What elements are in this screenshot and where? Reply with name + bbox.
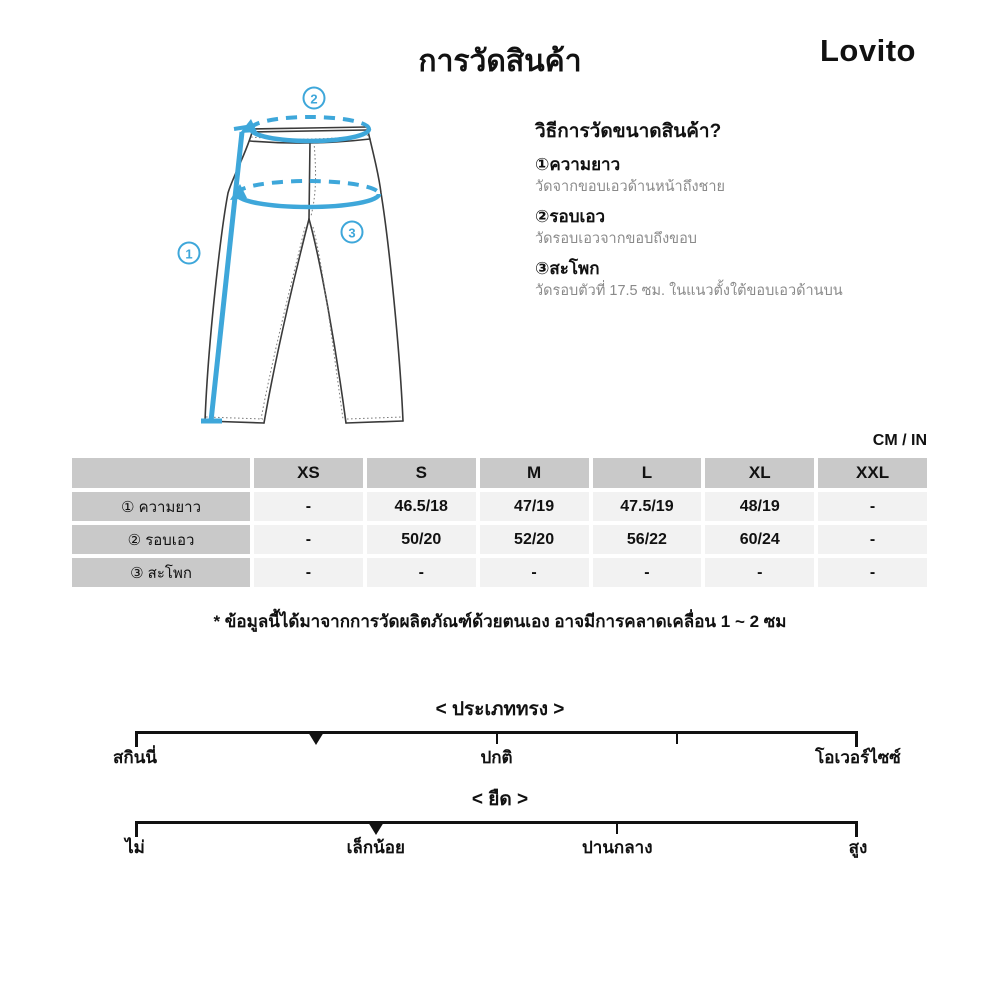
scale-label-slight: เล็กน้อย [346,838,405,857]
scale-label-medium: ปานกลาง [581,838,653,857]
how-to-measure-section [535,120,965,300]
page-title: การวัดสินค้า [418,45,582,78]
table-cell: - [593,558,702,587]
size-table-header-xxl: XXL [818,458,927,488]
measure-item-title: ②รอบเอว [535,207,606,226]
hip-measure-ellipse [230,181,379,207]
pants-outline-icon [205,127,403,423]
fit-type-scale [0,694,1000,767]
scale-label-none: ไม่ [125,838,145,857]
measure-item-waist [535,205,965,248]
scale-tick [616,821,618,834]
table-cell: - [254,492,363,521]
table-cell: 47/19 [480,492,589,521]
table-cell: 60/24 [705,525,814,554]
size-table-header-xl: XL [705,458,814,488]
size-table-header-xs: XS [254,458,363,488]
pants-measurement-diagram [160,80,500,440]
fit-type-scale-labels [113,744,901,768]
table-row-label: ② รอบเอว [72,525,250,554]
length-measure-line [201,126,253,421]
measure-item-hip [535,257,965,300]
stretch-scale-track [135,821,858,824]
measure-item-description: วัดรอบตัวที่ 17.5 ซม. ในแนวตั้งใต้ขอบเอวด้านบน [535,283,843,299]
annotation-circle-3 [342,222,363,243]
stretch-scale-title: < ยืด > [471,789,529,810]
measure-item-description: วัดรอบเอวจากขอบถึงขอบ [535,231,697,247]
table-cell: 48/19 [705,492,814,521]
scale-label-skinny: สกินนี่ [113,748,157,767]
annotation-number-1: 1 [185,246,193,262]
annotation-number-3: 3 [348,225,356,241]
annotation-circle-2 [304,88,325,109]
measure-item-title: ③สะโพก [535,259,600,278]
table-cell: - [254,525,363,554]
table-cell: - [480,558,589,587]
fit-type-scale-title: < ประเภททรง > [435,699,565,720]
table-cell: - [818,492,927,521]
fit-type-scale-track [135,731,858,734]
table-cell: - [254,558,363,587]
scale-tick [676,731,678,744]
table-cell: - [818,558,927,587]
annotation-number-2: 2 [310,91,318,107]
table-cell: 50/20 [367,525,476,554]
table-cell: 52/20 [480,525,589,554]
size-table-header-m: M [480,458,589,488]
brand-logo: Lovito [820,33,916,68]
stretch-scale-labels [125,834,868,858]
measure-item-description: วัดจากขอบเอวด้านหน้าถึงชาย [535,179,726,195]
size-table-header-s: S [367,458,476,488]
size-table-header-blank [72,458,250,488]
table-row-label: ③ สะโพก [72,558,250,587]
units-label: CM / IN [872,432,927,449]
scale-tick [496,731,498,744]
size-table-header-l: L [593,458,702,488]
scale-label-oversize: โอเวอร์ไซซ์ [815,748,901,767]
table-cell: 46.5/18 [367,492,476,521]
measure-item-title: ①ความยาว [535,155,621,174]
scale-label-high: สูง [848,838,868,857]
size-table [72,458,927,587]
how-to-measure-heading: วิธีการวัดขนาดสินค้า? [535,121,722,142]
table-cell: - [818,525,927,554]
table-cell: 56/22 [593,525,702,554]
stretch-scale [0,784,1000,857]
table-row-label: ① ความยาว [72,492,250,521]
table-cell: - [367,558,476,587]
table-cell: - [705,558,814,587]
measurement-disclaimer-note: * ข้อมูลนี้ได้มาจากการวัดผลิตภัณฑ์ด้วยตนเอง อาจมีการคลาดเคลื่อน 1 ~ 2 ซม [213,612,787,631]
table-cell: 47.5/19 [593,492,702,521]
scale-label-regular: ปกติ [480,748,513,767]
annotation-circle-1 [179,243,200,264]
measure-item-length [535,153,965,196]
